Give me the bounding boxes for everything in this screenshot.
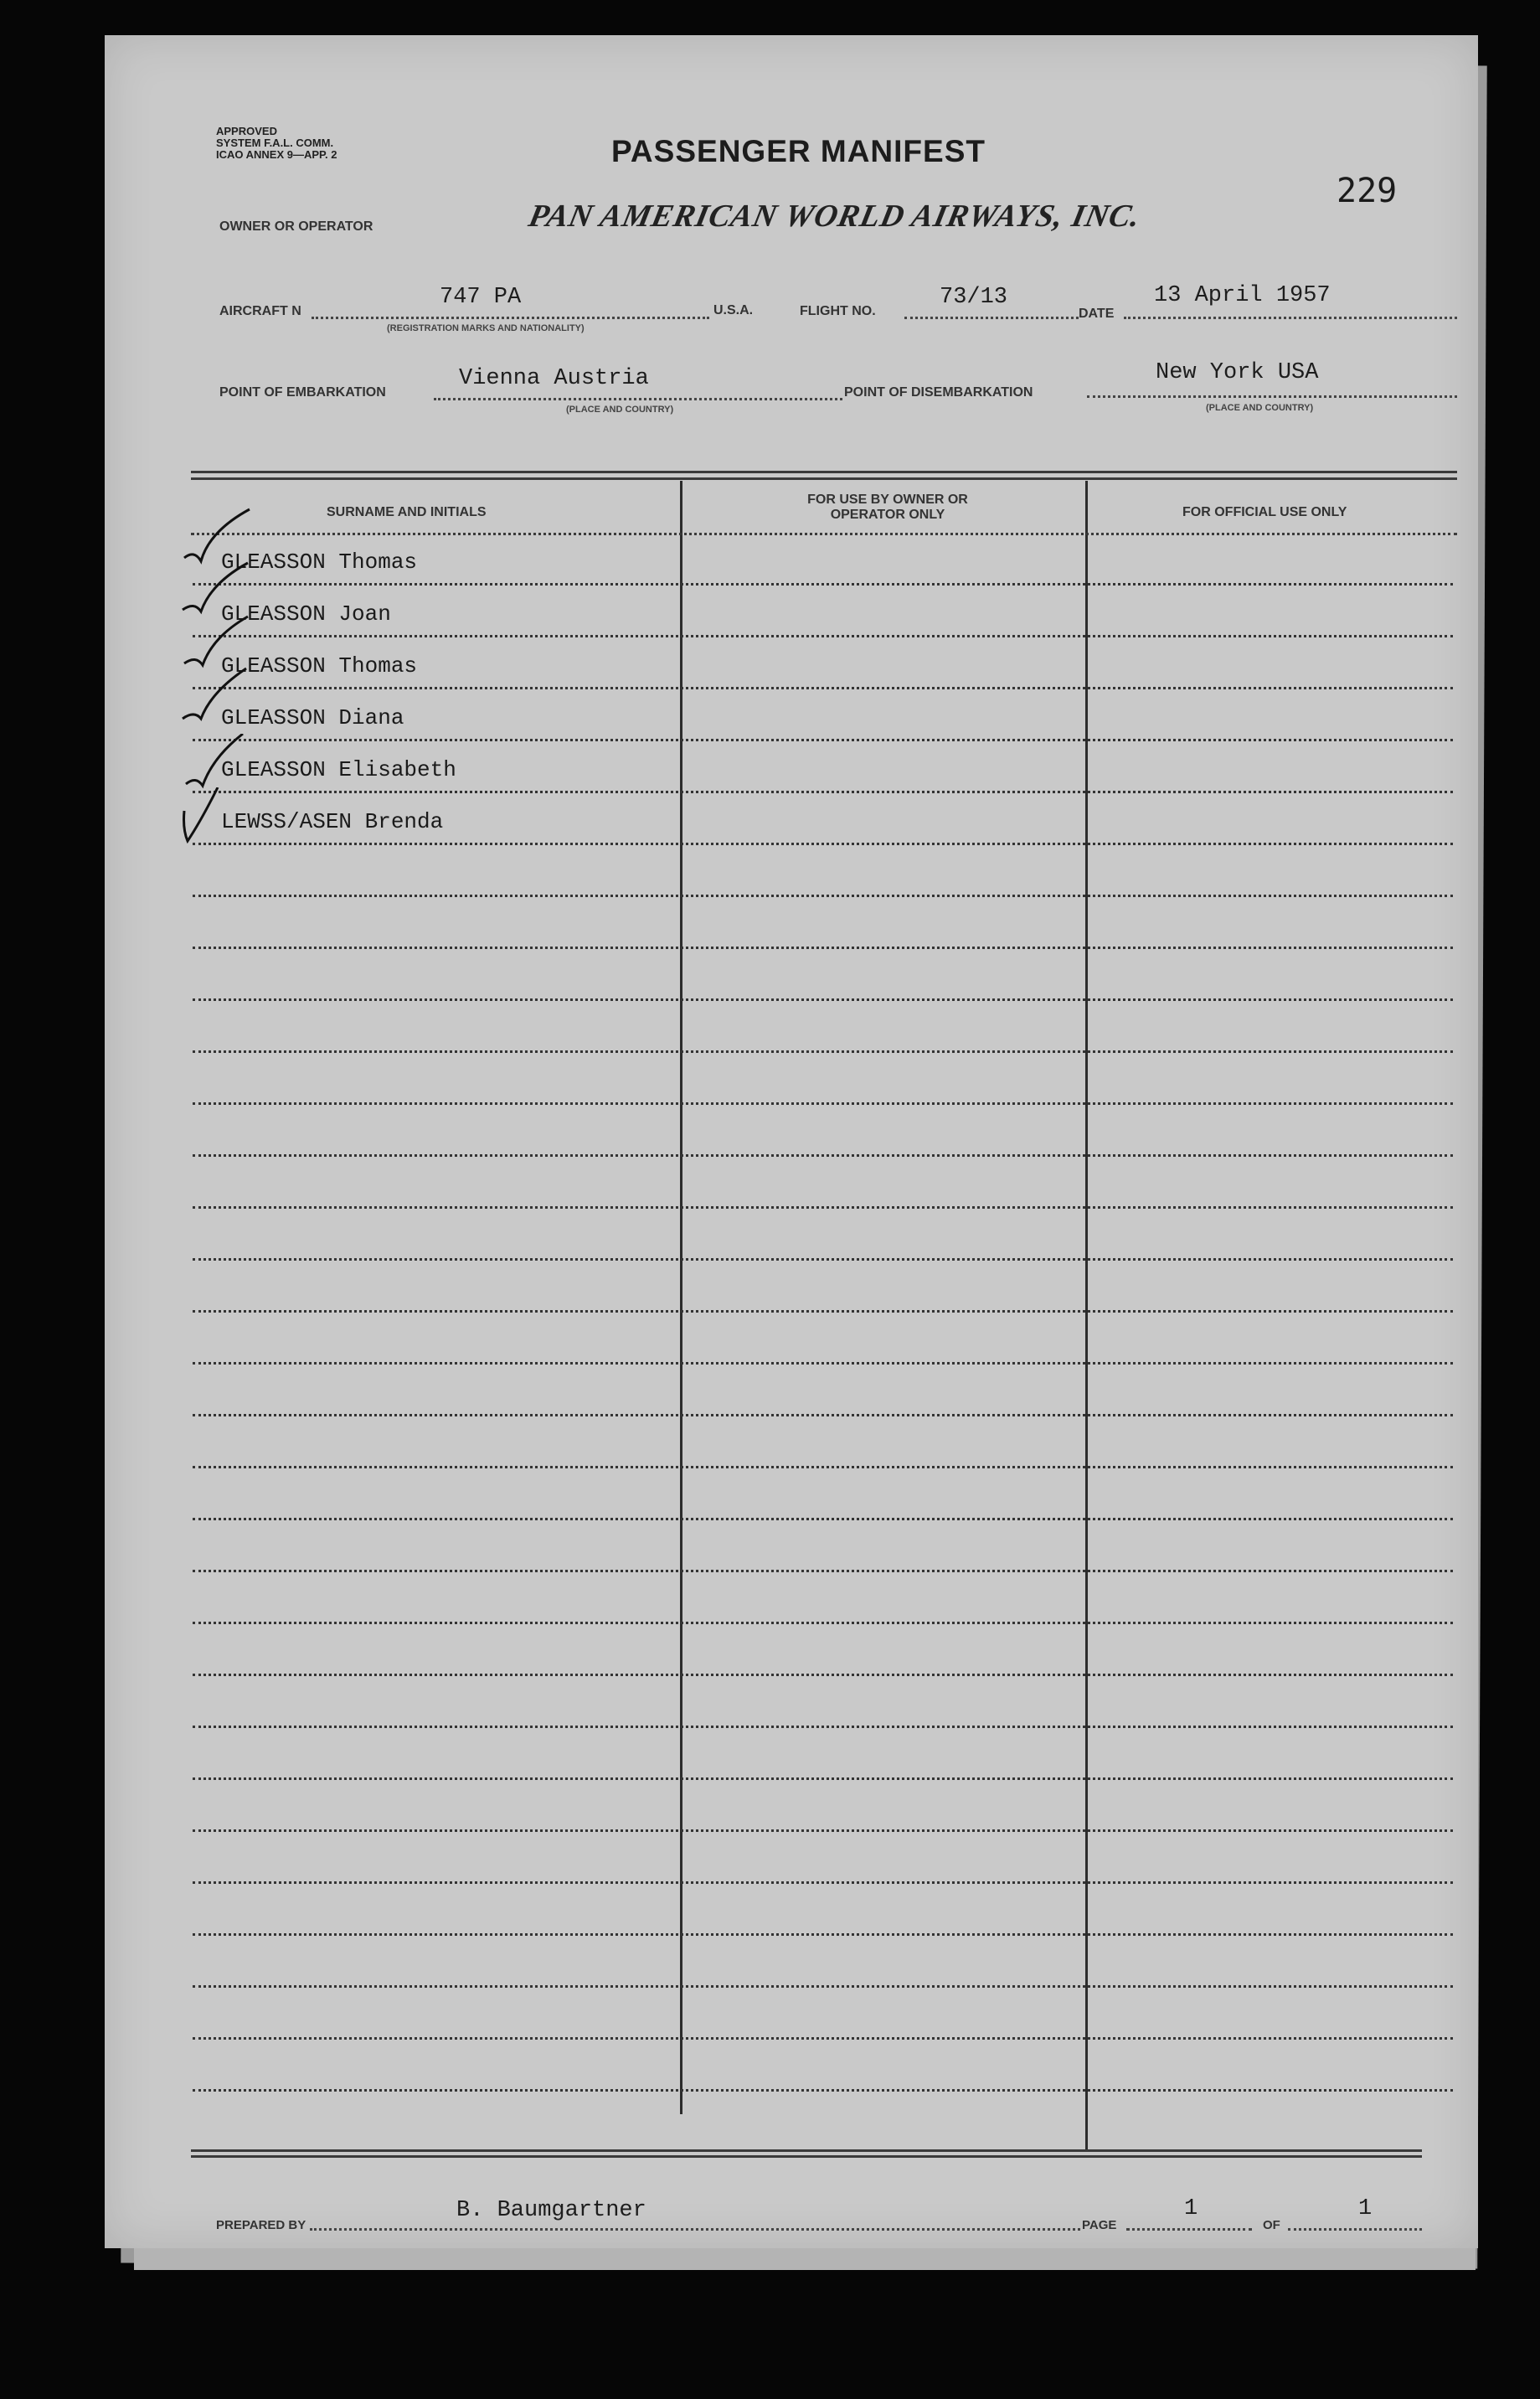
aircraft-label: AIRCRAFT N — [219, 304, 301, 318]
row-line — [193, 687, 1453, 689]
of-line — [1288, 2228, 1422, 2231]
row-line — [193, 635, 1453, 637]
row-line — [193, 1881, 1453, 1884]
approval-line: SYSTEM F.A.L. COMM. — [216, 137, 334, 149]
registration-caption: (REGISTRATION MARKS AND NATIONALITY) — [387, 323, 585, 333]
date-line — [1124, 317, 1457, 319]
row-line — [193, 895, 1453, 897]
row-line — [193, 1362, 1453, 1365]
passenger-name: GLEASSON Joan — [221, 601, 391, 627]
airline-name: PAN AMERICAN WORLD AIRWAYS, INC. — [525, 199, 1145, 234]
page-stamp-number: 229 — [1337, 172, 1398, 210]
aircraft-value: 747 PA — [440, 285, 522, 310]
row-line — [193, 1154, 1453, 1157]
page-title: PASSENGER MANIFEST — [611, 134, 986, 168]
checkmark-icon — [176, 558, 251, 617]
row-line — [193, 1829, 1453, 1832]
page-label: PAGE — [1082, 2218, 1117, 2232]
row-line — [193, 1622, 1453, 1624]
header-rule — [191, 533, 1457, 535]
row-line — [193, 1518, 1453, 1520]
passenger-name: GLEASSON Diana — [221, 705, 404, 730]
page-value: 1 — [1184, 2196, 1198, 2221]
date-value: 13 April 1957 — [1154, 283, 1331, 308]
date-label: DATE — [1079, 307, 1115, 321]
checkmark-icon — [176, 734, 251, 792]
disembarkation-value: New York USA — [1156, 360, 1319, 385]
passenger-name: GLEASSON Thomas — [221, 653, 418, 678]
passenger-name: LEWSS/ASEN Brenda — [221, 809, 444, 834]
passenger-name: GLEASSON Elisabeth — [221, 757, 456, 782]
approval-line: APPROVED — [216, 125, 277, 137]
column-header-official: FOR OFFICIAL USE ONLY — [1182, 505, 1347, 519]
embarkation-line — [434, 398, 842, 400]
prepared-by-value: B. Baumgartner — [456, 2198, 646, 2223]
column-header-surname: SURNAME AND INITIALS — [327, 505, 487, 519]
row-line — [193, 1050, 1453, 1053]
disembarkation-label: POINT OF DISEMBARKATION — [844, 385, 1033, 400]
row-line — [193, 843, 1453, 845]
checkmark-icon — [176, 610, 251, 668]
row-line — [193, 1933, 1453, 1936]
row-line — [193, 2089, 1453, 2092]
embarkation-value: Vienna Austria — [459, 366, 649, 391]
row-line — [193, 1777, 1453, 1780]
aircraft-line — [312, 317, 709, 319]
table-bottom-rule-2 — [191, 2155, 1422, 2158]
approval-block — [216, 126, 337, 161]
row-line — [193, 1674, 1453, 1676]
column-divider-1 — [680, 481, 682, 2114]
row-line — [193, 1258, 1453, 1261]
table-top-rule — [191, 471, 1457, 473]
disembarkation-line — [1087, 395, 1457, 398]
of-label: OF — [1263, 2218, 1280, 2232]
flight-line — [904, 317, 1079, 319]
prepared-by-label: PREPARED BY — [216, 2218, 306, 2232]
row-line — [193, 1206, 1453, 1209]
flight-label: FLIGHT NO. — [800, 304, 876, 318]
owner-label: OWNER OR OPERATOR — [219, 219, 373, 234]
row-line — [193, 739, 1453, 741]
disembarkation-caption: (PLACE AND COUNTRY) — [1206, 403, 1314, 413]
prepared-by-line — [310, 2228, 1080, 2231]
page-line — [1126, 2228, 1252, 2231]
row-line — [193, 1310, 1453, 1313]
row-line — [193, 1414, 1453, 1416]
row-line — [193, 2037, 1453, 2040]
row-line — [193, 947, 1453, 949]
row-line — [193, 1985, 1453, 1988]
country-label: U.S.A. — [713, 303, 754, 317]
embarkation-caption: (PLACE AND COUNTRY) — [566, 405, 674, 415]
row-line — [193, 1570, 1453, 1572]
row-line — [193, 583, 1453, 586]
row-line — [193, 998, 1453, 1001]
row-line — [193, 1466, 1453, 1468]
row-line — [193, 1726, 1453, 1728]
approval-line: ICAO ANNEX 9—APP. 2 — [216, 148, 337, 161]
column-divider-2 — [1085, 481, 1088, 2152]
table-bottom-rule — [191, 2149, 1422, 2152]
table-top-rule-2 — [191, 477, 1457, 480]
of-value: 1 — [1358, 2196, 1373, 2221]
row-line — [193, 791, 1453, 793]
column-header-owner: FOR USE BY OWNER OR OPERATOR ONLY — [807, 493, 968, 522]
checkmark-icon — [176, 663, 251, 722]
embarkation-label: POINT OF EMBARKATION — [219, 385, 386, 400]
passenger-name: GLEASSON Thomas — [221, 549, 418, 575]
row-line — [193, 1102, 1453, 1105]
checkmark-icon — [176, 506, 251, 565]
checkmark-icon — [167, 787, 243, 846]
flight-value: 73/13 — [940, 285, 1008, 310]
